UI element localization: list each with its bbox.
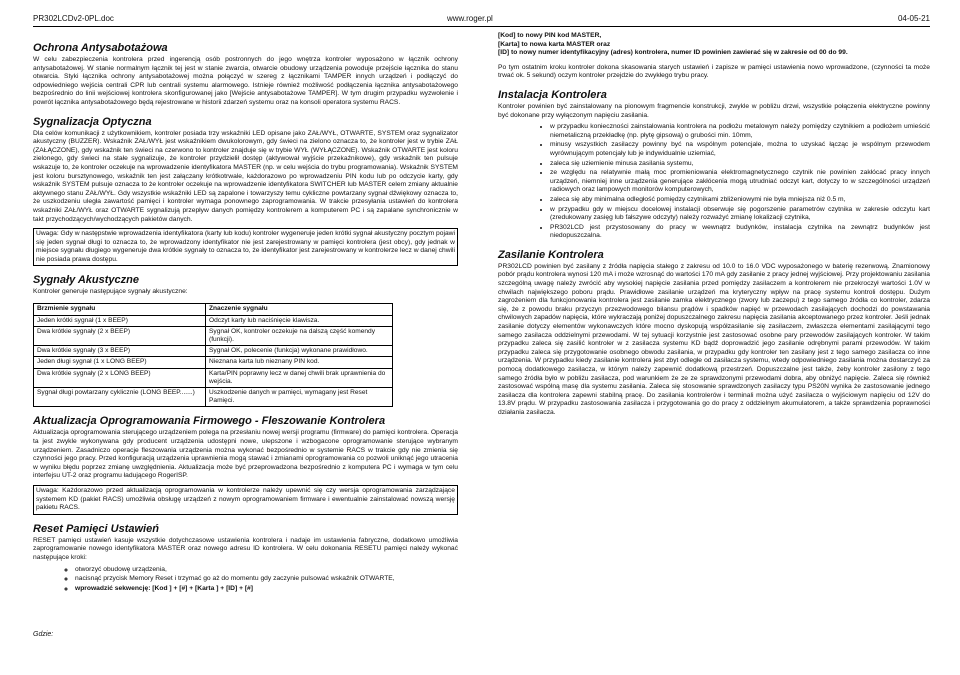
list-item: ◦ nacisnąć przycisk Memory Reset i trzymać go aż do momentu gdy zaczynie pulsować wskaźnik OTWARTE, bbox=[75, 575, 458, 584]
list-item: • zaleca się aby minimalna odległość pomiędzy czytnikami zbliżeniowymi nie była mniejsza niż 0.5 m, bbox=[550, 196, 930, 205]
header-rule bbox=[33, 26, 930, 27]
table-row bbox=[34, 326, 393, 345]
header-date: 04-05-21 bbox=[897, 14, 930, 23]
table-cell: Sygnał OK, kontroler oczekuje na dalszą część komendy (funkcji). bbox=[206, 326, 393, 345]
sabotage-text: W celu zabezpieczenia kontrolera przed ingerencją osób postronnych do jego wnętrza kontroler wyposażono w łącznik ochrony antysabotażowej. W stanie normalnym łącznik tej jest w stanie zwarcia, otwarcie obudowy urządzenia powoduje przejście łącznika do stanu otwarcia. Styki łącznika ochrony antysabotażowej można połączyć w szereg z łącznikami TAMPER innych urządzeń i podłączyć do odpowiedniego wejścia centrali CPR lub centrali systemu alarmowego. Istnieje również możliwość podłączenia łącznika antysabotażowego bezpośrednio do linii wejściowej kontrolera skonfigurowanej jako [Wejście antysabotażowe TAMPER]. W tym drugim przypadku wyzwolenie i powrót łącznika antysabotażowego będą rejestrowane w historii zdarzeń systemu oraz na konsoli operatora systemu RACS. bbox=[33, 56, 458, 106]
table-row bbox=[34, 368, 393, 387]
list-item: • w przypadku konieczności zainstalowania kontrolera na podłożu metalowym należy pomiędzy czytnikiem a podłożem umieścić niemetaliczną przekładkę (np. płytę gipsową) o grubości min. 10mm, bbox=[550, 123, 930, 140]
table-cell: Sygnał OK, polecenie (funkcja) wykonane prawidłowo. bbox=[206, 346, 393, 357]
table-header-row bbox=[34, 304, 393, 316]
definition-line: [ID] to nowy numer identyfikacyjny (adres) kontrolera, numer ID powinien zawierać się w zakresie od 00 do 99. bbox=[498, 49, 848, 57]
section-title-firmware: Aktualizacja Oprogramowania Firmowego - Fleszowanie Kontrolera bbox=[33, 415, 386, 428]
table-row bbox=[34, 315, 393, 326]
table-cell: Odczyt karty lub naciśnięcie klawisza. bbox=[206, 315, 393, 326]
definition-line: [Kod] to nowy PIN kod MASTER, bbox=[498, 32, 602, 39]
list-item: • minusy wszystkich zasilaczy powinny być na wspólnym potencjale, można to uzyskać łącząc je wspólnym przewodem wyrównującym potencjały lub je indywidualnie uziemiać, bbox=[550, 141, 930, 158]
install-text: Kontroler powinien być zainstalowany na pionowym fragmencie konstrukcji, zwykle w pobliżu drzwi, wszystkie połączenia elektryczne powinny być dokonane przy wyłączonym napięciu zasilania. bbox=[498, 102, 930, 119]
left-column bbox=[33, 32, 458, 596]
note-box-firmware: Uwaga: Każdorazowo przed aktualizacją oprogramowania w kontrolerze należy upewnić się czy wersja oprogramowania zarządzające systemem KD (pakiet RACS) umożliwia obsługę urządzeń z nowym oprogramowaniem firmware i ewentualnie zainstalować nowszą wersję pakietu RACS. bbox=[33, 485, 458, 515]
section-title-optical: Sygnalizacja Optyczna bbox=[33, 115, 152, 128]
table-cell: Jeden długi sygnał (1 x LONG BEEP) bbox=[34, 357, 206, 368]
note-box-signals: Uwaga: Gdy w następstwie wprowadzenia identyfikatora (karty lub kodu) kontroler wygeneruje jeden krótki sygnał akustyczny pocztym pojawi się jeden sygnał długi to oznacza to, że wprowadzony identyfikator nie jest zarejestrowany w pamięci kontrolera (jest obcy), gdy jednak w miejsce sygnału długiego wygeneruje dwa krótkie sygnały to oznacza to, że identyfikator jest zarejestrowany w kontrolerze lecz w danej chwili nie posiada prawa dostępu. bbox=[33, 228, 458, 266]
table-header: Brzmienie sygnału bbox=[34, 304, 206, 316]
table-cell: Nieznana karta lub nieznany PIN kod. bbox=[206, 357, 393, 368]
table-cell: Dwa krótkie sygnały (3 x BEEP) bbox=[34, 346, 206, 357]
optical-text: Dla celów komunikacji z użytkownikiem, kontroler posiada trzy wskaźniki LED opisane jako ZAŁ/WYŁ, OTWARTE, SYSTEM oraz sygnalizator akustyczny (BUZZER). Wskaźnik ZAŁ/WYŁ jest wskaźnikiem dwukolorowym, gdy świeci na zielono oznacza to, że kontroler jest w trybie ZAŁ (ZAŁĄCZONE), gdy wskaźnik ten świeci na czerwono to kontroler znajduje się w trybie WYŁ (WYŁĄCZONE). Wskaźnik OTWARTE jest koloru zielonego, gdy świeci na stałe sygnalizuje, że kontroler przydzielił dostęp (aktywował wyjście przekaźnikowe), gdy wskaźnik ten pulsuje wskazuje to, że kontroler oczekuje na wprowadzenie identyfikatora MASTER (np. w celu wejścia do trybu programowania). Wskaźnik SYSTEM jest koloru bursztynowego, wskaźnik ten jest załączany krótkotrwale, każdorazowo po wprowadzeniu PIN kodu lub po odczycie karty, gdy wskaźnik SYSTEM pulsuje oznacza to że kontroler oczekuje na wprowadzenie identyfikatora SWITCHER lub MASTER celem zmiany aktualnie aktywnego stanu ZAŁ/WYŁ. Gdy wszystkie wskaźniki LED są zapalone i towarzyszy temu cykliczne powtarzany sygnał dźwiękowy oznacza to, że uszkodzeniu uległa zawartość pamięci i kontroler wymaga ponownego zaprogramowania. W trakcie przesyłania ustawień do kontrolera wskaźniki ZAŁ/WYŁ oraz OTWARTE sygnalizują przepływ danych pomiędzy kontrolerem a komputerem PC i są zapalane synchronicznie w takt przychodzących/wychodzących pakietów danych. bbox=[33, 129, 458, 223]
acoustic-table bbox=[33, 303, 393, 407]
right-column bbox=[498, 32, 930, 420]
section-title-power: Zasilanie Kontrolera bbox=[498, 248, 604, 261]
section-title-sabotage: Ochrona Antysabotażowa bbox=[33, 42, 168, 54]
acoustic-intro: Kontroler generuje następujące sygnały akustyczne: bbox=[33, 288, 188, 296]
power-text: PR302LCD powinien być zasilany z źródła napięcia stałego z zakresu od 10.0 to 16.0 VDC wyposażonego w baterię rezerwową. Znamionowy pobór prądu kontrolera wynosi 120 mA i może wzrosnąć do wartości 170 mA gdy zasilanie z pracy jednej wyjściowej. Przy projektowaniu zasilania szczególną uwagę należy zwrócić aby wysokiej napięcie zasilania przed pomiędzy zasilaczem a kontrolerem nie przekroczył wartości 1.0V w chwilach największego poboru prądu. Prawidłowe zasilanie urządzeń ma kryteryczny wpływ na pracę systemu kontroli dostępu. Dużym zagrożeniem dla funkcjonowania kontrolera jest zasilanie zamka elektrycznego (zwory lub zaczepu) z tego samego źródła co kontroler, zdarza się, że z powodu braku przyczyn przezwodowego bilansu prądów i spadków napięć w przewodach zasilających dochodzi do powstawania chwilowych zapadów napięcia, które wykraczają poniżej dopuszczalnego zakresu napięcia zasilania akceptowanego przez kontroler. Jeśli jednak zasilanie dotyczy elementów wykonawczych które mocno dyskopują współzasilanie się zasilaczem, zwłaszcza elementami zasilającymi tego samego zasilacza oddzielnymi przewodami. W tej sytuacji korzystnie jest zastosować osobne pary przewodów zasilających kontroler. W takim przypadku zaleca się zasilić kontroler w z zasilacza systemu KD bądź doprowadzić jego zasilanie odrębnymi parami przewodów. W takim przypadku zaleca się przygotowanie osobnego obwodu zasilania, w przypadku gdy kontroler ten zasilany jest z tego samego zasilacza co inne urządzenia. W przypadku kiedy zasilanie kontrolera jest zbyt odległe od zasilacza systemu, wtedy odpowiedniego zasilania można dostarczyć za pomocą dodatkowego zasilacza, w którym należy zapewnić dodatkową przestrzeń. Dopuszczalne jest także, żeby kontroler zasilony z tego samego źródła było w pobliżu zasilacza, pod warunkiem że ze ze sprawdzonymi przewodami dobra, aby obniżyć napięcie. Zaleca się również zastosować wspólną masę dla systemu zasilania. Zaleca się stosowanie sprawdzonych zasilaczy typu PS20N wynika że zastosowanie jednego zasilacza dla kontrolera zapewni stabilną pracę. Do zasilania kontrolerów i terminali można użyć zasilacza o wyjściowym napięciu od 12V do 13.8V prądu. W przypadku zastosowania zasilacza i przygotowania go do pracy z oddzielnym akumulatorem, a także sprawdzenia poprawności działania zasilacza. bbox=[498, 262, 930, 416]
page-header bbox=[33, 15, 930, 27]
table-cell: Sygnał długi powtarzany cyklicznie (LONG BEEP.......) bbox=[34, 388, 206, 407]
header-filename: PR302LCDv2-0PL.doc bbox=[33, 14, 114, 23]
table-cell: Dwa krótkie sygnały (2 x LONG BEEP) bbox=[34, 368, 206, 387]
list-item: • PR302LCD jest przystosowany do pracy w wewnątrz budynków, instalacja czytnika na zewnątrz budynków jest niedopuszczalna. bbox=[550, 224, 930, 241]
table-header: Znaczenie sygnału bbox=[206, 304, 393, 316]
gdzie-label: Gdzie: bbox=[33, 631, 54, 638]
reset-text: RESET pamięci ustawień kasuje wszystkie dotychczasowe ustawienia kontrolera i nadaje im ustawienia fabryczne, dodatkowo umożliwia zaprogramowanie nowego identyfikatora MASTER oraz nowego adresu ID kontrolera. W celu dokonania RESETU pamięci należy wykonać następujące kroki: bbox=[33, 536, 458, 562]
section-title-reset: Reset Pamięci Ustawień bbox=[33, 522, 159, 535]
definition-line: [Karta] to nowa karta MASTER oraz bbox=[498, 40, 611, 48]
table-cell: Uszkodzenie danych w pamięci, wymagany jest Reset Pamięci. bbox=[206, 388, 393, 407]
list-item: • w przypadku gdy w miejscu docelowej instalacji obserwuje się pogorszenie parametrów czytnika w zakresie odczytu kart (zredukowany zasięg lub fałszywe odczyty) należy rozważyć zmianę lokalizacji czytnika, bbox=[550, 206, 930, 223]
section-title-acoustic: Sygnały Akustyczne bbox=[33, 274, 139, 287]
table-row bbox=[34, 346, 393, 357]
firmware-text: Aktualizacja oprogramowania sterującego urządzeniem polega na przesłaniu nowej wersji programu (firmware) do pamięci kontrolera. Operacja ta jest zwykle wykonywana gdy producent urządzenia udostępni nowe, ulepszone i wzbogacone oprogramowanie sterujące wybranym urządzeniem. Zasadniczo operacje fleszowania urządzenia można wykonać bezpośrednio w systemie RACS w trakcie gdy nie zmienia się czynności jego pracy. Przed konfiguracją urządzenia uprawnienia mogą stawać i zmianami oprogramowania co pozwoli uniknąć jego utracenia w wyniku błędu poprzez zmianę uwzględnienia. Aktualizacja może być przeprowadzona bezpośrednio z komputera PC i wymaga w tym celu interfejsu UT-2 oraz programu ładującego RogerISP. bbox=[33, 429, 458, 480]
table-cell: Karta/PIN poprawny lecz w danej chwili brak uprawnienia do wejścia. bbox=[206, 368, 393, 387]
list-item: • zaleca się uziemienie minusa zasilania systemu, bbox=[550, 160, 930, 169]
list-item: ◦ wprowadzić sekwencję: [Kod ] + [#] + [Karta ] + [ID] + [#] bbox=[75, 585, 458, 594]
table-row bbox=[34, 357, 393, 368]
after-definitions-text: Po tym ostatnim kroku kontroler dokona skasowania starych ustawień i zapisze w pamięci ustawienia nowo wprowadzone, (czynności ta może trwać ok. 5 sekund) oczym kontroler przejdzie do zwykłego trybu pracy. bbox=[498, 63, 930, 80]
table-row bbox=[34, 388, 393, 407]
list-item: • ze względu na relatywnie małą moc promieniowania elektromagnetycznego czytnik nie powinien zakłócać pracy innych urządzeń, niemniej inne urządzenia generujące zakłócenia mogą utrudniać odczyt kart, dotyczy to w szczególności urządzeń radiowych oraz lampowych monitorów komputerowych, bbox=[550, 169, 930, 195]
list-item: ◦ otworzyć obudowę urządzenia, bbox=[75, 566, 458, 575]
header-website: www.roger.pl bbox=[447, 14, 493, 23]
reset-steps-list bbox=[33, 566, 458, 594]
table-cell: Dwa krótkie sygnały (2 x BEEP) bbox=[34, 326, 206, 345]
table-cell: Jeden krótki sygnał (1 x BEEP) bbox=[34, 315, 206, 326]
section-title-install: Instalacja Kontrolera bbox=[498, 88, 607, 101]
install-list bbox=[498, 123, 930, 241]
